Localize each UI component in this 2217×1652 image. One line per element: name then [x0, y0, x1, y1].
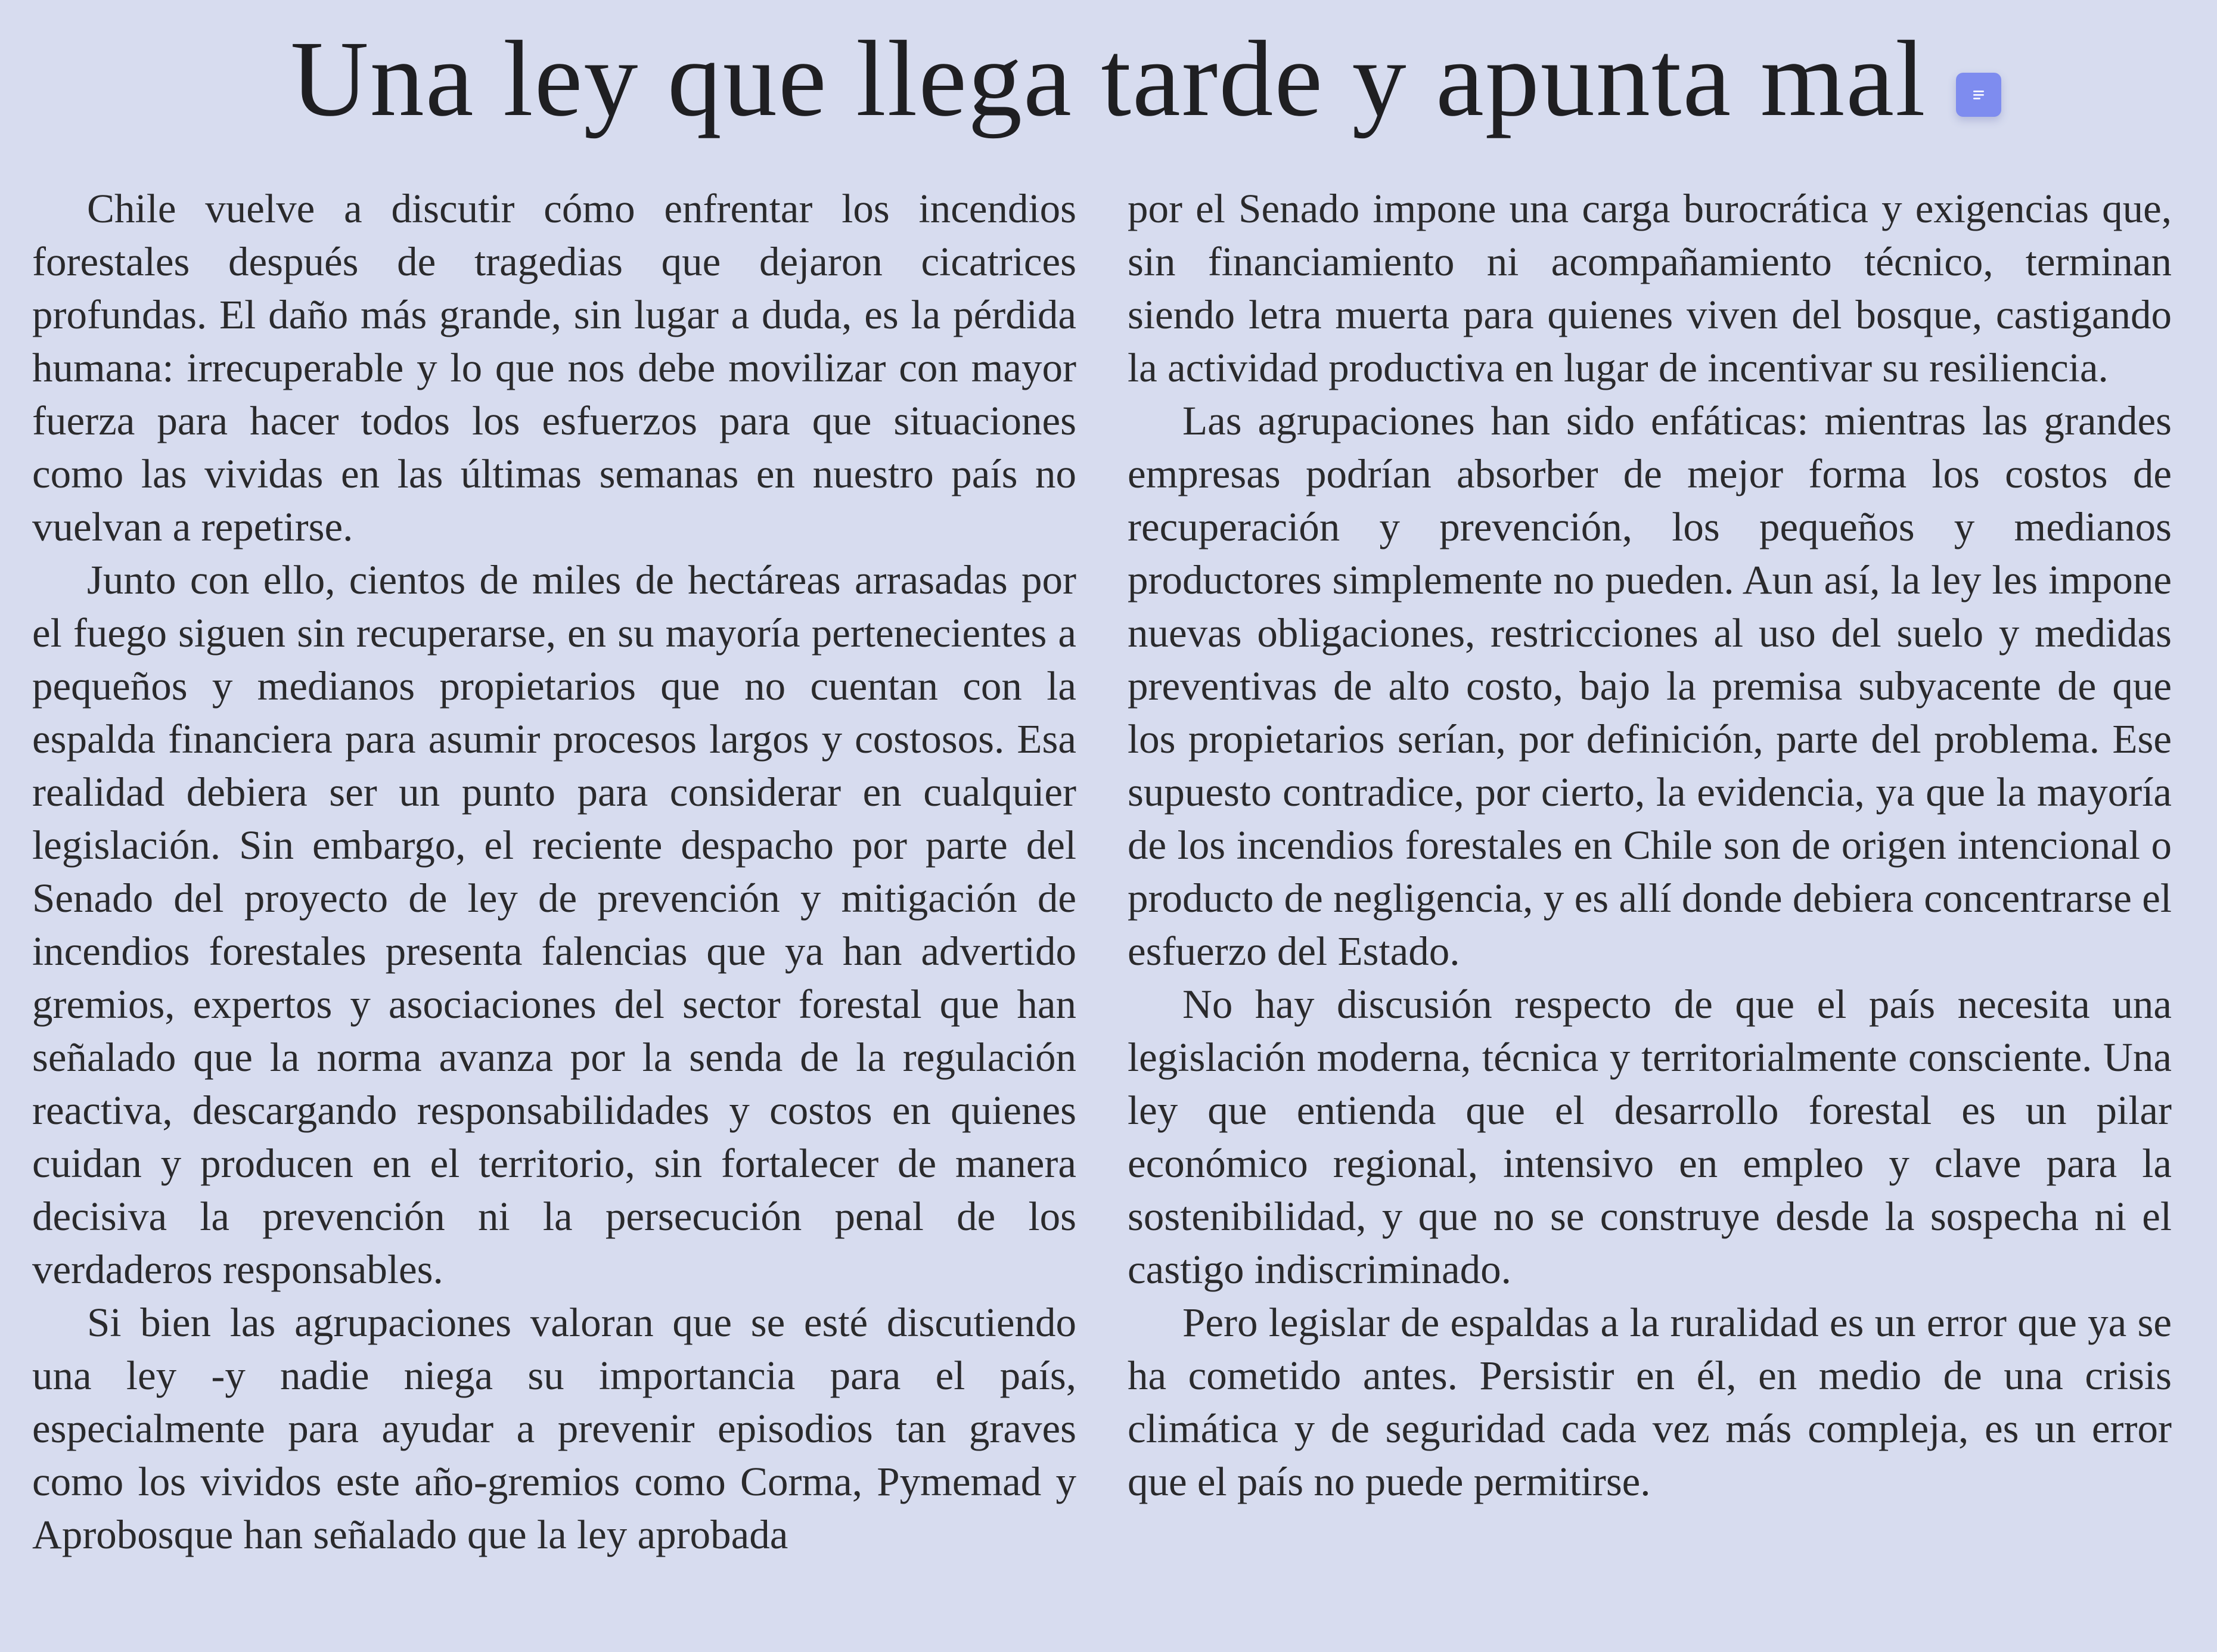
article-paragraph: Si bien las agrupaciones valoran que se esté discutiendo una ley -y nadie niega su importancia para el país, especialmente para ayudar a prevenir episodios tan graves como los vividos este año-gremios como Corma, Pymemad y Aprobosque han señalado que la ley aprobada	[32, 1300, 1076, 1557]
article-paragraph-continuation: por el Senado impone una carga burocrática y exigencias que, sin financiamiento ni acompañamiento técnico, terminan siendo letra muerta para quienes viven del bosque, castigando la actividad productiva en lugar de incentivar su resiliencia.	[1128, 186, 2172, 390]
article-paragraph: Las agrupaciones han sido enfáticas: mientras las grandes empresas podrían absorber de mejor forma los costos de recuperación y prevención, los pequeños y medianos productores simplemente no pueden. Aun así, la ley les impone nuevas obligaciones, restricciones al uso del suelo y medidas preventivas de alto costo, bajo la premisa subyacente de que los propietarios serían, por definición, parte del problema. Ese supuesto contradice, por cierto, la evidencia, ya que la mayoría de los incendios forestales en Chile son de origen intencional o producto de negligencia, y es allí donde debiera concentrarse el esfuerzo del Estado.	[1128, 398, 2172, 974]
article-column-left	[32, 182, 1076, 1637]
article-paragraph: No hay discusión respecto de que el país necesita una legislación moderna, técnica y territorialmente consciente. Una ley que entienda que el desarrollo forestal es un pilar económico regional, intensivo en empleo y clave para la sostenibilidad, y que no se construye desde la sospecha ni el castigo indiscriminado.	[1128, 982, 2172, 1292]
notes-icon	[1967, 83, 1991, 107]
article-paragraph: Junto con ello, cientos de miles de hectáreas arrasadas por el fuego siguen sin recuperarse, en su mayoría pertenecientes a pequeños y medianos propietarios que no cuentan con la espalda financiera para asumir procesos largos y costosos. Esa realidad debiera ser un punto para considerar en cualquier legislación. Sin embargo, el reciente despacho por parte del Senado del proyecto de ley de prevención y mitigación de incendios forestales presenta falencias que ya han advertido gremios, expertos y asociaciones del sector forestal que han señalado que la norma avanza por la senda de la regulación reactiva, descargando responsabilidades y costos en quienes cuidan y producen en el territorio, sin fortalecer de manera decisiva la prevención ni la persecución penal de los verdaderos responsables.	[32, 557, 1076, 1292]
article-paragraph: Chile vuelve a discutir cómo enfrentar los incendios forestales después de tragedias que dejaron cicatrices profundas. El daño más grande, sin lugar a duda, es la pérdida humana: irrecuperable y lo que nos debe movilizar con mayor fuerza para hacer todos los esfuerzos para que situaciones como las vividas en las últimas semanas en nuestro país no vuelvan a repetirse.	[32, 186, 1076, 549]
notes-button[interactable]	[1956, 73, 2001, 117]
article-paragraph: Pero legislar de espaldas a la ruralidad es un error que ya se ha cometido antes. Persistir en él, en medio de una crisis climática y de seguridad cada vez más compleja, es un error que el país no puede permitirse.	[1128, 1300, 2172, 1504]
article-headline: Una ley que llega tarde y apunta mal	[290, 19, 1927, 139]
article-column-right	[1128, 182, 2172, 1637]
